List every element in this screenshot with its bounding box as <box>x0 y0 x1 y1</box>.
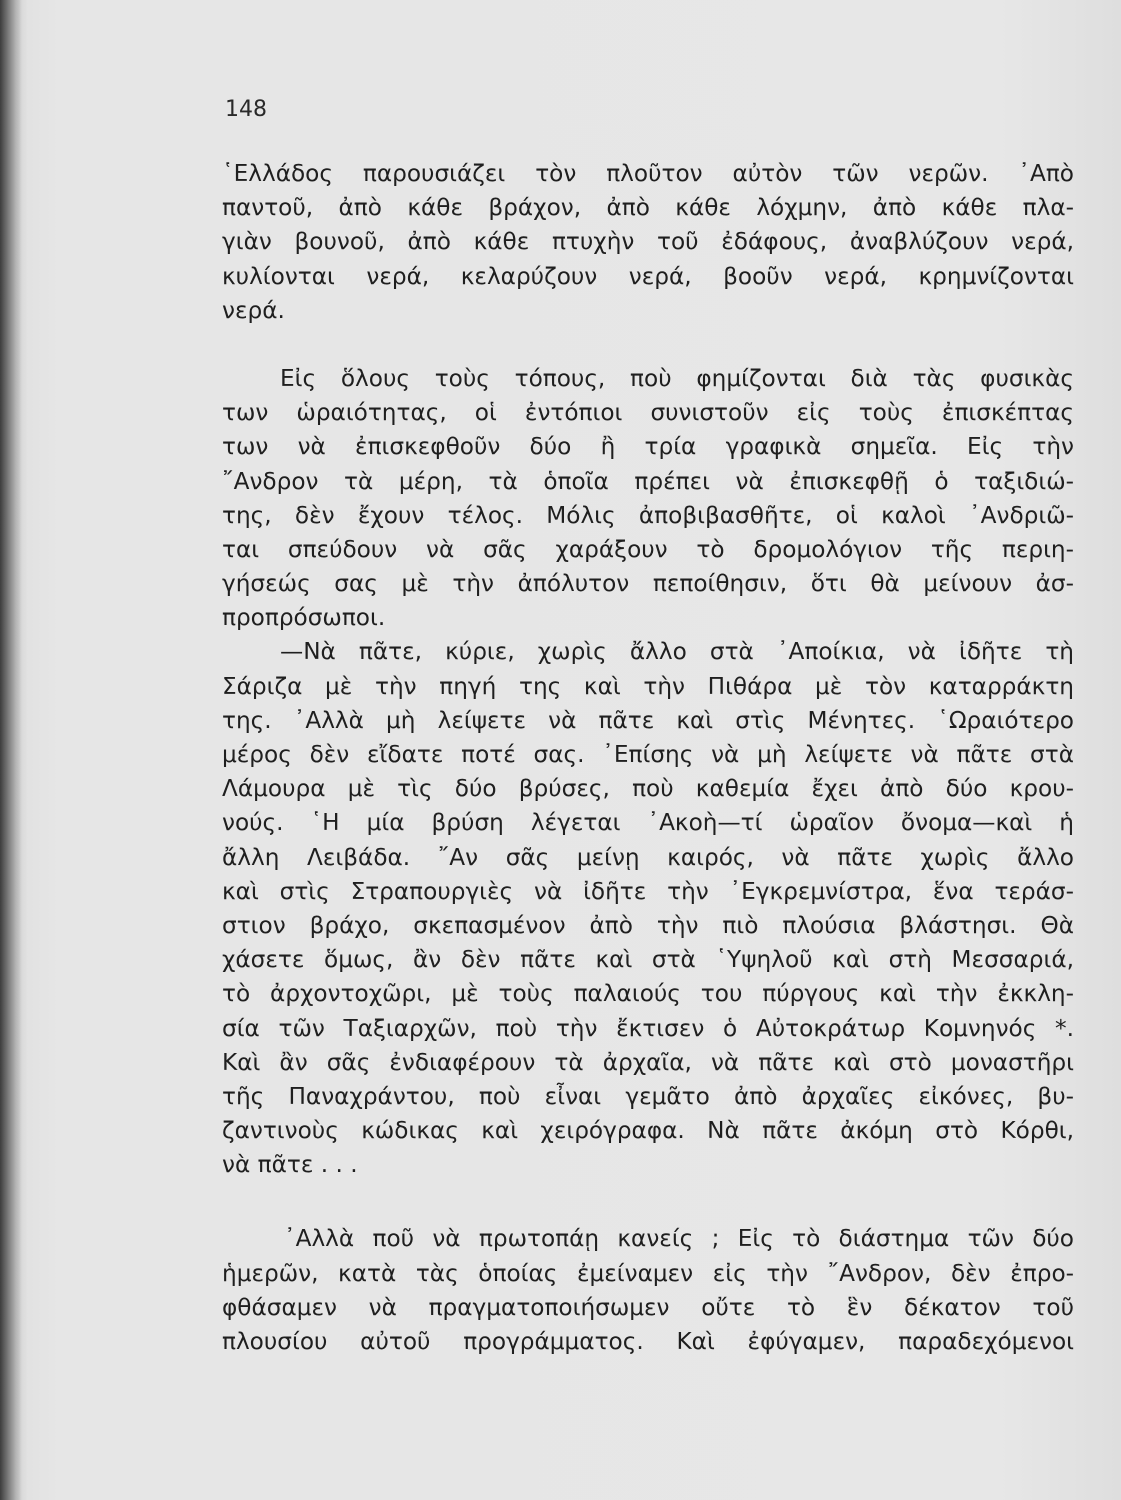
paragraph-3 <box>222 635 1074 1182</box>
text-line: στιον βράχο, σκεπασμένον ἀπὸ τὴν πιὸ πλούσια βλάστησι. Θὰ <box>222 911 1074 939</box>
text-line: πλουσίου αὐτοῦ προγράμματος. Καὶ ἐφύγαμεν, παραδεχόμενοι <box>222 1328 1074 1355</box>
paragraph-gap <box>222 328 1074 362</box>
text-line: ᾿Αλλὰ ποῦ νὰ πρωτοπάῃ κανείς ; Εἰς τὸ διάστημα τῶν δύο <box>284 1225 1074 1253</box>
text-line: των νὰ ἐπισκεφθοῦν δύο ἢ τρία γραφικὰ σημεῖα. Εἰς τὴν <box>222 433 1074 461</box>
text-line: Λάμουρα μὲ τὶς δύο βρύσες, ποὺ καθεμία ἔχει ἀπὸ δύο κρου- <box>222 775 1074 803</box>
text-line: σία τῶν Ταξιαρχῶν, ποὺ τὴν ἔκτισεν ὁ Αὐτοκράτωρ Κομνηνός *. <box>222 1014 1074 1042</box>
text-line: της, δὲν ἔχουν τέλος. Μόλις ἀποβιβασθῆτε, οἱ καλοὶ ᾿Ανδριῶ- <box>222 501 1074 529</box>
text-line: χάσετε ὅμως, ἂν δὲν πᾶτε καὶ στὰ ῾Υψηλοῦ καὶ στὴ Μεσσαριά, <box>222 946 1074 974</box>
text-line: Καὶ ἂν σᾶς ἐνδιαφέρουν τὰ ἀρχαῖα, νὰ πᾶτε καὶ στὸ μοναστῆρι <box>222 1048 1074 1076</box>
text-line: προπρόσωποι. <box>222 604 386 632</box>
text-line: ῾Ελλάδος παρουσιάζει τὸν πλοῦτον αὐτὸν τῶν νερῶν. ᾿Απὸ <box>222 160 1074 187</box>
text-line: τὸ ἀρχοντοχῶρι, μὲ τοὺς παλαιούς του πύργους καὶ τὴν ἐκκλη- <box>222 980 1074 1008</box>
text-line: τῆς Παναχράντου, ποὺ εἶναι γεμᾶτο ἀπὸ ἀρχαῖες εἰκόνες, βυ- <box>222 1082 1074 1110</box>
text-line: μέρος δὲν εἴδατε ποτέ σας. ᾿Επίσης νὰ μὴ λείψετε νὰ πᾶτε στὰ <box>222 741 1074 768</box>
paragraph-2 <box>222 362 1074 636</box>
text-line: Εἰς ὅλους τοὺς τόπους, ποὺ φημίζονται διὰ τὰς φυσικὰς <box>280 364 1074 392</box>
text-line: καὶ στὶς Στραπουργιὲς νὰ ἰδῆτε τὴν ᾿Εγκρεμνίστρα, ἕνα τεράσ- <box>222 877 1074 905</box>
text-line: γιὰν βουνοῦ, ἀπὸ κάθε πτυχὴν τοῦ ἐδάφους, ἀναβλύζουν νερά, <box>222 228 1074 256</box>
text-line: κυλίονται νερά, κελαρύζουν νερά, βοοῦν νερά, κρημνίζονται <box>222 262 1074 290</box>
paragraph-gap <box>222 1182 1074 1222</box>
text-line: ἡμερῶν, κατὰ τὰς ὁποίας ἐμείναμεν εἰς τὴν ῎Ανδρον, δὲν ἐπρο- <box>222 1259 1074 1287</box>
text-line: ζαντινοὺς κώδικας καὶ χειρόγραφα. Νὰ πᾶτε ἀκόμη στὸ Κόρθι, <box>222 1117 1074 1145</box>
page-number: 148 <box>225 97 267 122</box>
text-line: ἄλλη Λειβάδα. ῎Αν σᾶς μείνῃ καιρός, νὰ πᾶτε χωρὶς ἄλλο <box>222 843 1074 871</box>
book-spine-shadow <box>0 0 22 1500</box>
text-line: της. ᾿Αλλὰ μὴ λείψετε νὰ πᾶτε καὶ στὶς Μένητες. ῾Ωραιότερο <box>222 706 1074 734</box>
text-line: νὰ πᾶτε . . . <box>222 1151 358 1179</box>
paragraph-4 <box>222 1222 1074 1359</box>
text-line: φθάσαμεν νὰ πραγματοποιήσωμεν οὔτε τὸ ἓν δέκατον τοῦ <box>222 1293 1074 1321</box>
text-line: —Νὰ πᾶτε, κύριε, χωρὶς ἄλλο στὰ ᾿Αποίκια, νὰ ἰδῆτε τὴ <box>280 638 1074 666</box>
text-line: νερά. <box>222 296 285 324</box>
paragraph-1 <box>222 157 1074 328</box>
text-line: Σάριζα μὲ τὴν πηγή της καὶ τὴν Πιθάρα μὲ τὸν καταρράκτη <box>222 672 1074 700</box>
text-line: νούς. ῾Η μία βρύση λέγεται ᾿Ακοὴ—τί ὡραῖον ὄνομα—καὶ ἡ <box>222 809 1074 837</box>
text-line: ῎Ανδρον τὰ μέρη, τὰ ὁποῖα πρέπει νὰ ἐπισκεφθῇ ὁ ταξιδιώ- <box>222 467 1074 495</box>
text-line: ται σπεύδουν νὰ σᾶς χαράξουν τὸ δρομολόγιον τῆς περιη- <box>222 535 1074 563</box>
text-line: παντοῦ, ἀπὸ κάθε βράχον, ἀπὸ κάθε λόχμην, ἀπὸ κάθε πλα- <box>222 194 1074 222</box>
text-line: γήσεώς σας μὲ τὴν ἀπόλυτον πεποίθησιν, ὅτι θὰ μείνουν ἀσ- <box>222 570 1074 598</box>
body-text <box>222 157 1074 1359</box>
text-line: των ὡραιότητας, οἱ ἐντόπιοι συνιστοῦν εἰς τοὺς ἐπισκέπτας <box>222 399 1074 427</box>
